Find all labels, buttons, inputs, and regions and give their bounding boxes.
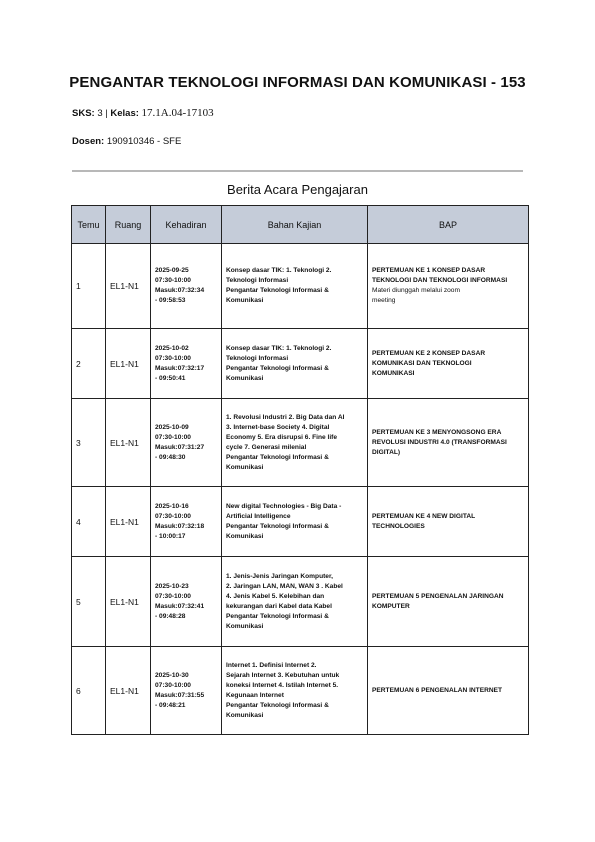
cell-bahan-kajian-line: Pengantar Teknologi Informasi & [226,701,329,709]
cell-bahan-kajian-line: kekurangan dari Kabel data Kabel [226,602,332,610]
cell-kehadiran-line: Masuk:07:32:17 [155,364,205,372]
cell-temu: 5 [72,557,106,647]
table-header-row [72,206,529,244]
cell-bap [368,487,529,557]
cell-bahan-kajian-line: Komunikasi [226,297,264,304]
cell-ruang: EL1-N1 [106,399,151,487]
sks-value: 3 [97,108,103,119]
cell-bahan-kajian-line: 4. Jenis Kabel 5. Kelebihan dan [226,592,325,600]
cell-temu: 2 [72,329,106,399]
cell-kehadiran-line: - 09:48:21 [155,701,186,709]
cell-kehadiran-line: 2025-10-16 [155,502,189,510]
cell-kehadiran-line: Masuk:07:31:27 [155,443,205,451]
cell-ruang: EL1-N1 [106,647,151,735]
cell-kehadiran-line: Masuk:07:32:34 [155,287,205,294]
cell-kehadiran [151,244,222,329]
cell-bap-line: PERTEMUAN KE 3 MENYONGSONG ERA [372,428,502,436]
page-title: PENGANTAR TEKNOLOGI INFORMASI DAN KOMUNIKASI - 153 [69,74,526,91]
cell-bahan-kajian-line: Teknologi Informasi [226,354,289,362]
cell-bap-note: Materi diunggah melalui zoom [372,287,460,294]
cell-bahan-kajian [222,557,368,647]
teaching-record-table [71,205,529,735]
cell-bahan-kajian-line: Komunikasi [226,463,264,471]
cell-bahan-kajian [222,329,368,399]
cell-bap [368,399,529,487]
cell-temu: 4 [72,487,106,557]
cell-kehadiran-line: 2025-10-02 [155,344,189,352]
cell-kehadiran [151,399,222,487]
cell-kehadiran-line: 07:30-10:00 [155,433,191,441]
cell-kehadiran-line: 2025-10-30 [155,671,189,679]
header-kehadiran: Kehadiran [151,206,222,244]
cell-bap-line: DIGITAL) [372,448,401,456]
cell-ruang: EL1-N1 [106,329,151,399]
cell-bap-line: TEKNOLOGI DAN TEKNOLOGI INFORMASI [372,277,508,284]
cell-kehadiran-line: Masuk:07:31:55 [155,691,205,699]
header-bahan-kajian: Bahan Kajian [222,206,368,244]
cell-kehadiran-line: 07:30-10:00 [155,512,191,520]
cell-bap-line: PERTEMUAN KE 2 KONSEP DASAR [372,349,486,357]
lecturer-meta [72,136,181,147]
cell-bap-line: TECHNOLOGIES [372,522,425,530]
cell-bahan-kajian-line: cycle 7. Generasi milenial [226,443,307,451]
cell-kehadiran-line: - 09:50:41 [155,374,186,382]
cell-kehadiran-line: 07:30-10:00 [155,354,191,362]
cell-bahan-kajian-line: Komunikasi [226,532,264,540]
cell-bahan-kajian [222,399,368,487]
cell-bahan-kajian-line: 1. Revolusi Industri 2. Big Data dan AI [226,413,345,421]
cell-kehadiran-line: 07:30-10:00 [155,681,191,689]
cell-bahan-kajian-line: Komunikasi [226,622,264,630]
cell-bahan-kajian-line: Pengantar Teknologi Informasi & [226,453,329,461]
cell-bahan-kajian-line: Konsep dasar TIK: 1. Teknologi 2. [226,267,332,274]
sks-label: SKS: [72,108,95,119]
cell-bap [368,557,529,647]
cell-bap [368,244,529,329]
cell-kehadiran-line: 07:30-10:00 [155,277,191,284]
meta-separator: | [105,108,108,119]
table-row [72,647,529,735]
cell-kehadiran-line: - 09:48:30 [155,453,186,461]
cell-bap-line: PERTEMUAN KE 1 KONSEP DASAR [372,267,486,274]
cell-bap-line: PERTEMUAN 5 PENGENALAN JARINGAN [372,592,504,600]
cell-kehadiran-line: 07:30-10:00 [155,592,191,600]
cell-ruang: EL1-N1 [106,244,151,329]
cell-kehadiran-line: 2025-09-25 [155,267,189,274]
cell-bahan-kajian-line: koneksi Internet 4. Istilah Internet 5. [226,681,339,689]
kelas-value: 17.1A.04-17103 [141,107,214,119]
course-meta [72,107,214,119]
header-ruang: Ruang [106,206,151,244]
cell-kehadiran-line: 2025-10-09 [155,423,189,431]
cell-bap-note: meeting [372,297,396,304]
cell-bahan-kajian-line: 1. Jenis-Jenis Jaringan Komputer, [226,572,333,580]
cell-bahan-kajian-line: Komunikasi [226,374,264,382]
cell-bap-line: KOMUNIKASI DAN TEKNOLOGI [372,359,472,367]
cell-kehadiran-line: - 09:58:53 [155,297,186,304]
dosen-value: 190910346 - SFE [106,136,182,147]
cell-bahan-kajian-line: Economy 5. Era disrupsi 6. Fine life [226,433,338,441]
dosen-label: Dosen: [72,136,105,147]
cell-bahan-kajian-line: Konsep dasar TIK: 1. Teknologi 2. [226,344,332,352]
cell-bahan-kajian-line: 2. Jaringan LAN, MAN, WAN 3 . Kabel [226,582,343,590]
table-row [72,244,529,329]
cell-bap-line: KOMPUTER [372,602,410,610]
cell-bap [368,329,529,399]
cell-kehadiran [151,647,222,735]
cell-kehadiran-line: - 09:48:28 [155,612,186,620]
cell-bap [368,647,529,735]
cell-kehadiran [151,487,222,557]
cell-bahan-kajian-line: 3. Internet-base Society 4. Digital [226,423,330,431]
cell-bap-line: KOMUNIKASI [372,369,415,377]
cell-bahan-kajian [222,487,368,557]
cell-bahan-kajian-line: Kegunaan Internet [226,691,284,699]
cell-temu: 1 [72,244,106,329]
cell-kehadiran-line: - 10:00:17 [155,532,186,540]
cell-bahan-kajian-line: Teknologi Informasi [226,277,289,284]
header-temu: Temu [72,206,106,244]
cell-bahan-kajian-line: Pengantar Teknologi Informasi & [226,364,329,372]
cell-bahan-kajian [222,244,368,329]
cell-bap-line: REVOLUSI INDUSTRI 4.0 (TRANSFORMASI [372,438,507,446]
cell-kehadiran [151,557,222,647]
cell-temu: 3 [72,399,106,487]
cell-kehadiran-line: Masuk:07:32:18 [155,522,205,530]
cell-kehadiran [151,329,222,399]
cell-bahan-kajian-line: Artificial Intelligence [226,512,291,520]
cell-bahan-kajian-line: Internet 1. Definisi Internet 2. [226,661,317,669]
cell-bahan-kajian-line: Komunikasi [226,711,264,719]
cell-bahan-kajian-line: Pengantar Teknologi Informasi & [226,612,329,620]
section-divider [72,170,523,172]
header-bap: BAP [368,206,529,244]
cell-ruang: EL1-N1 [106,487,151,557]
cell-kehadiran-line: 2025-10-23 [155,582,189,590]
cell-bahan-kajian [222,647,368,735]
section-title: Berita Acara Pengajaran [227,182,368,197]
cell-temu: 6 [72,647,106,735]
kelas-label: Kelas: [110,108,139,119]
table-row [72,329,529,399]
table-row [72,399,529,487]
cell-bap-line: PERTEMUAN KE 4 NEW DIGITAL [372,512,476,520]
table-row [72,557,529,647]
cell-bahan-kajian-line: Pengantar Teknologi Informasi & [226,522,329,530]
cell-bahan-kajian-line: Sejarah Internet 3. Kebutuhan untuk [226,671,340,679]
cell-kehadiran-line: Masuk:07:32:41 [155,602,205,610]
table-row [72,487,529,557]
cell-bap-line: PERTEMUAN 6 PENGENALAN INTERNET [372,686,503,694]
cell-bahan-kajian-line: New digital Technologies - Big Data - [226,502,342,510]
cell-bahan-kajian-line: Pengantar Teknologi Informasi & [226,287,329,294]
cell-ruang: EL1-N1 [106,557,151,647]
